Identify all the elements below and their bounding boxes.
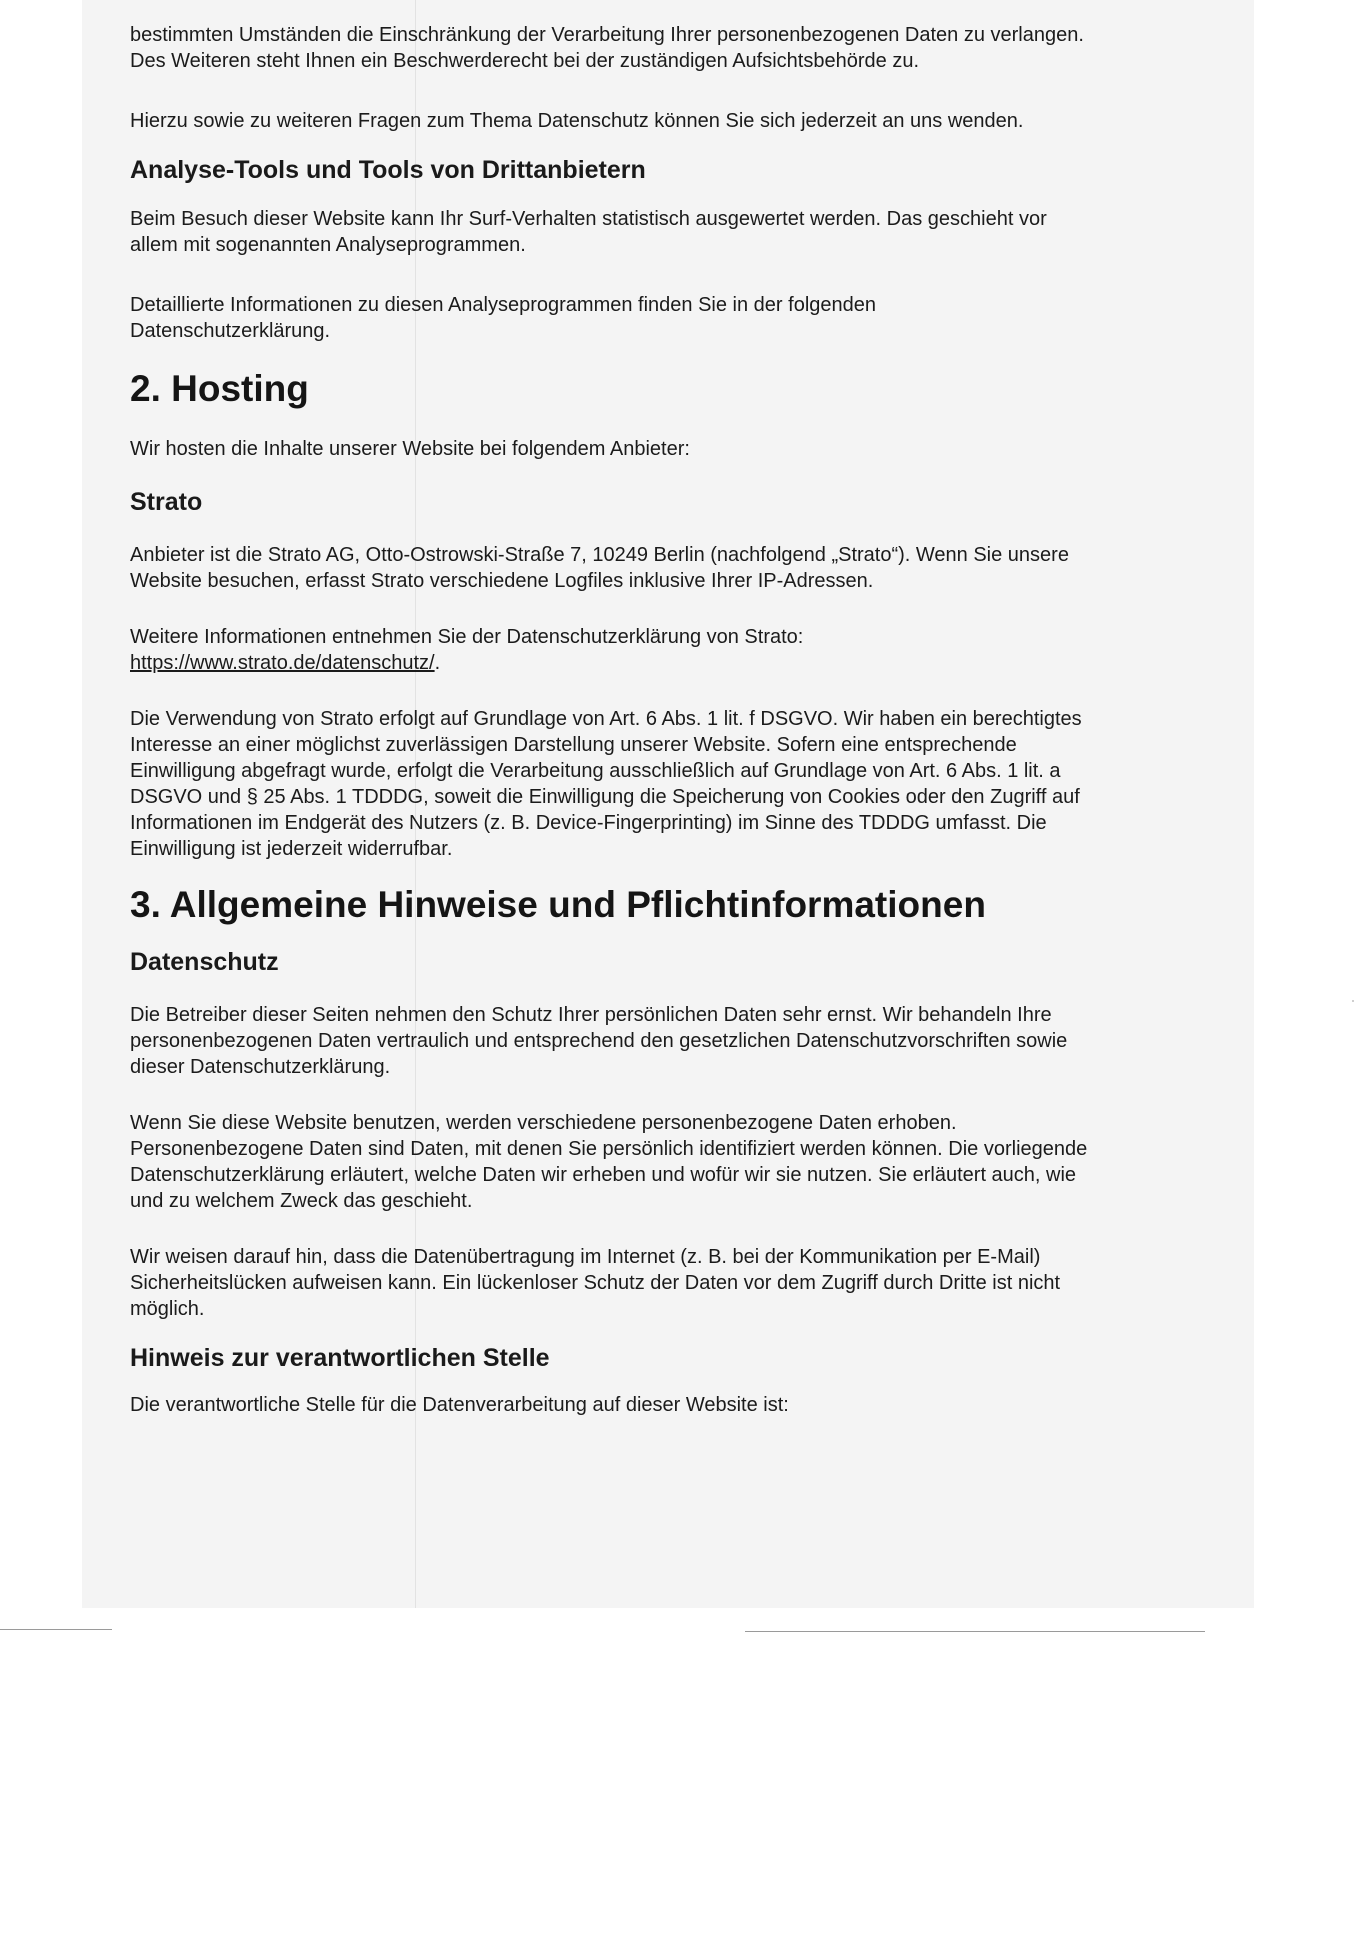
- text-line: Wenn Sie diese Website benutzen, werden verschiedene personenbezogene Daten erhoben.: [130, 1112, 957, 1134]
- text-line: Die verantwortliche Stelle für die Datenverarbeitung auf dieser Website ist:: [130, 1394, 789, 1416]
- heading-general-notes: 3. Allgemeine Hinweise und Pflichtinformationen: [130, 884, 986, 925]
- text-line: personenbezogenen Daten vertraulich und entsprechend den gesetzlichen Datenschutzvorschriften sowie: [130, 1030, 1068, 1052]
- paragraph-strato-legal-basis: [130, 706, 1220, 862]
- page-edge-rule-left: [0, 1629, 112, 1630]
- text-line: dieser Datenschutzerklärung.: [130, 1056, 391, 1078]
- page-edge-rule-right: [745, 1631, 1205, 1632]
- paragraph-transmission-security: [130, 1244, 1220, 1322]
- heading-datenschutz: Datenschutz: [130, 948, 279, 976]
- text-line: Interesse an einer möglichst zuverlässigen Darstellung unserer Website. Sofern eine entsprechende: [130, 734, 1017, 756]
- link-suffix: .: [434, 652, 441, 674]
- text-line: Weitere Informationen entnehmen Sie der Datenschutzerklärung von Strato:: [130, 626, 804, 648]
- text-line: Personenbezogene Daten sind Daten, mit denen Sie persönlich identifiziert werden können. Die vorliegende: [130, 1138, 1088, 1160]
- text-line: Detaillierte Informationen zu diesen Analyseprogrammen finden Sie in der folgenden: [130, 294, 877, 316]
- heading-strato: Strato: [130, 488, 203, 516]
- text-line: Des Weiteren steht Ihnen ein Beschwerderecht bei der zuständigen Aufsichtsbehörde zu.: [130, 50, 919, 72]
- paragraph-contact-questions: [130, 108, 1220, 134]
- paragraph-surf-behaviour: [130, 206, 1220, 258]
- text-line: Sicherheitslücken aufweisen kann. Ein lückenloser Schutz der Daten vor dem Zugriff durch Dritte ist nicht: [130, 1272, 1061, 1294]
- paragraph-hosting-intro: [130, 436, 1220, 462]
- paragraph-analysis-details: [130, 292, 1220, 344]
- scan-speck: [1352, 1000, 1354, 1002]
- heading-responsible-party: Hinweis zur verantwortlichen Stelle: [130, 1344, 550, 1372]
- strato-privacy-link[interactable]: https://www.strato.de/datenschutz/: [130, 652, 435, 674]
- text-line: allem mit sogenannten Analyseprogrammen.: [130, 234, 526, 256]
- heading-hosting: 2. Hosting: [130, 368, 309, 409]
- paragraph-data-protection-commitment: [130, 1002, 1220, 1080]
- text-line: Wir weisen darauf hin, dass die Datenübertragung im Internet (z. B. bei der Kommunikation per E-Mail): [130, 1246, 1041, 1268]
- text-line: möglich.: [130, 1298, 205, 1320]
- text-line: Einwilligung ist jederzeit widerrufbar.: [130, 838, 453, 860]
- paragraph-rights-continued: [130, 22, 1220, 74]
- paragraph-responsible-party: [130, 1392, 1220, 1418]
- text-line: und zu welchem Zweck das geschieht.: [130, 1190, 473, 1212]
- text-line: Informationen im Endgerät des Nutzers (z. B. Device-Fingerprinting) im Sinne des TDDDG umfasst. Die: [130, 812, 1047, 834]
- text-line: Anbieter ist die Strato AG, Otto-Ostrowski-Straße 7, 10249 Berlin (nachfolgend „Strato“). Wenn Sie unsere: [130, 544, 1069, 566]
- text-line: Datenschutzerklärung.: [130, 320, 331, 342]
- text-line: Hierzu sowie zu weiteren Fragen zum Thema Datenschutz können Sie sich jederzeit an uns wenden.: [130, 110, 1024, 132]
- text-line: Einwilligung abgefragt wurde, erfolgt die Verarbeitung ausschließlich auf Grundlage von Art. 6 Abs. 1 lit. a: [130, 760, 1061, 782]
- text-line: Datenschutzerklärung erläutert, welche Daten wir erheben und wofür wir sie nutzen. Sie erläutert auch, wie: [130, 1164, 1077, 1186]
- text-line: Wir hosten die Inhalte unserer Website bei folgendem Anbieter:: [130, 438, 690, 460]
- paragraph-strato-more-info: [130, 624, 1220, 676]
- text-line: Die Verwendung von Strato erfolgt auf Grundlage von Art. 6 Abs. 1 lit. f DSGVO. Wir haben ein berechtigtes: [130, 708, 1082, 730]
- heading-analyse-tools: Analyse-Tools und Tools von Drittanbietern: [130, 156, 646, 184]
- paragraph-personal-data: [130, 1110, 1220, 1214]
- text-line: Beim Besuch dieser Website kann Ihr Surf-Verhalten statistisch ausgewertet werden. Das geschieht vor: [130, 208, 1047, 230]
- document-body: [130, 22, 1220, 1418]
- text-line: Website besuchen, erfasst Strato verschiedene Logfiles inklusive Ihrer IP-Adressen.: [130, 570, 874, 592]
- text-line: Die Betreiber dieser Seiten nehmen den Schutz Ihrer persönlichen Daten sehr ernst. Wir behandeln Ihre: [130, 1004, 1052, 1026]
- text-line: bestimmten Umständen die Einschränkung der Verarbeitung Ihrer personenbezogenen Daten zu verlangen.: [130, 24, 1084, 46]
- text-line: DSGVO und § 25 Abs. 1 TDDDG, soweit die Einwilligung die Speicherung von Cookies oder den Zugriff auf: [130, 786, 1080, 808]
- paragraph-strato-provider: [130, 542, 1220, 594]
